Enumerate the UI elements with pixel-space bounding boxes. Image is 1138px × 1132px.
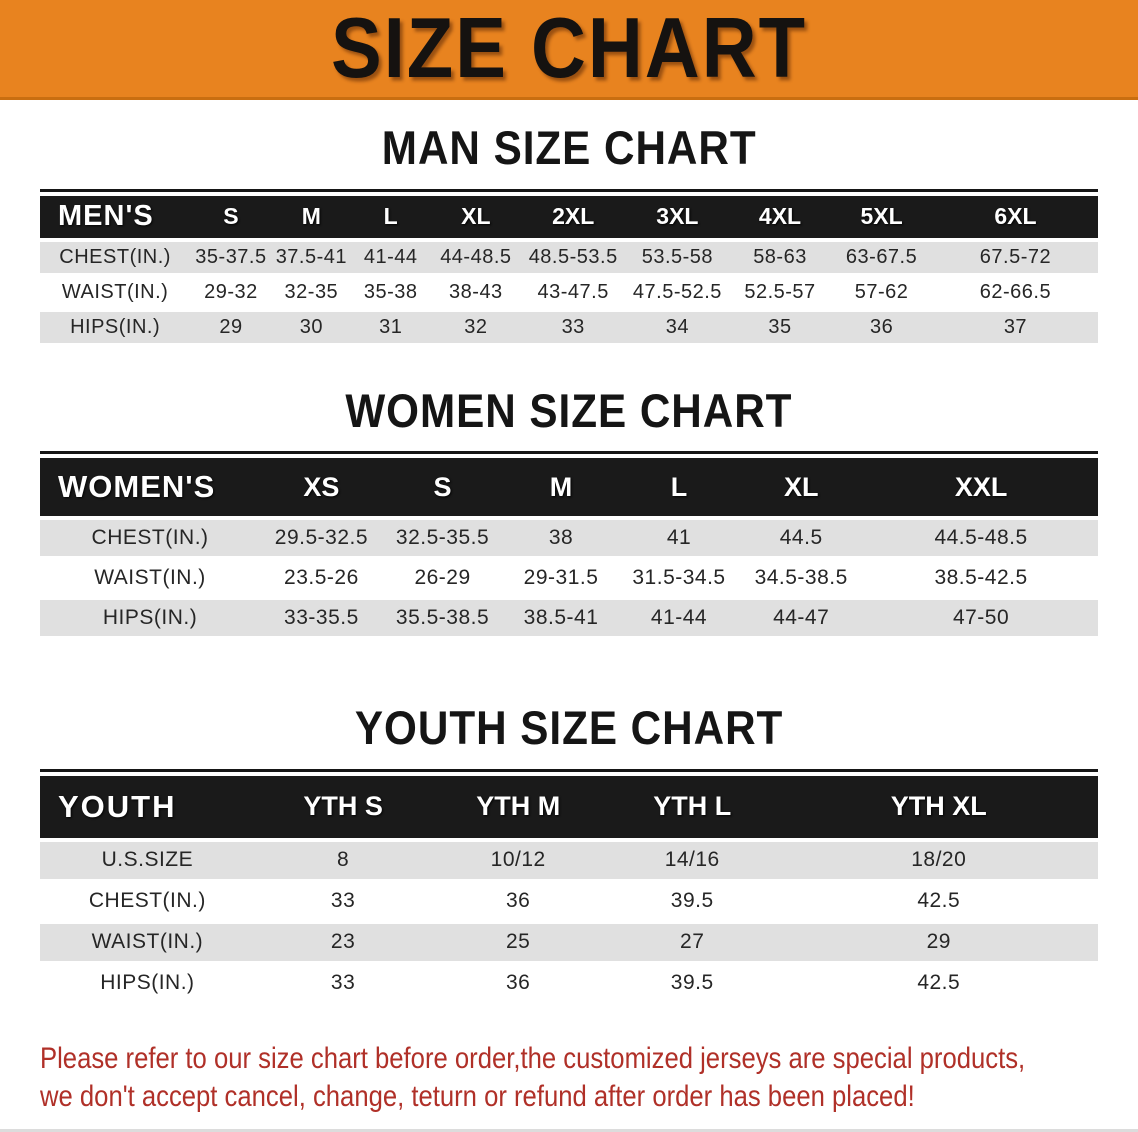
size-value-cell: 38.5-42.5: [864, 560, 1098, 596]
size-value-cell: 62-66.5: [933, 277, 1098, 308]
table-header-row: [40, 776, 1098, 838]
size-value-cell: 31: [351, 312, 430, 343]
size-column-header: YTH XL: [780, 776, 1099, 838]
size-value-cell: 36: [830, 312, 933, 343]
size-column-header: XS: [260, 458, 383, 516]
size-column-header: 6XL: [933, 196, 1098, 238]
size-value-cell: 57-62: [830, 277, 933, 308]
row-label: CHEST(IN.): [40, 242, 190, 273]
note-line-1: Please refer to our size chart before order,the customized jerseys are special products,: [40, 1041, 1026, 1075]
size-value-cell: 43-47.5: [521, 277, 625, 308]
table-title-cell: YOUTH: [40, 776, 255, 838]
measurement-row: [40, 520, 1098, 556]
size-value-cell: 42.5: [780, 965, 1099, 1002]
size-value-cell: 44.5-48.5: [864, 520, 1098, 556]
size-column-header: XL: [430, 196, 521, 238]
row-label: U.S.SIZE: [40, 842, 255, 879]
size-value-cell: 29-31.5: [502, 560, 619, 596]
size-value-cell: 29: [190, 312, 271, 343]
size-column-header: 2XL: [521, 196, 625, 238]
size-value-cell: 26-29: [383, 560, 503, 596]
size-value-cell: 32.5-35.5: [383, 520, 503, 556]
size-value-cell: 63-67.5: [830, 242, 933, 273]
women-section-heading-text: WOMEN SIZE CHART: [345, 384, 793, 438]
size-value-cell: 29-32: [190, 277, 271, 308]
size-value-cell: 53.5-58: [625, 242, 730, 273]
size-value-cell: 8: [255, 842, 432, 879]
size-value-cell: 44.5: [738, 520, 864, 556]
banner: [0, 0, 1138, 100]
size-column-header: L: [351, 196, 430, 238]
youth-section-heading: [0, 704, 1138, 755]
size-column-header: XXL: [864, 458, 1098, 516]
size-value-cell: 23: [255, 924, 432, 961]
women-size-chart-section: [0, 384, 1138, 641]
size-value-cell: 41-44: [620, 600, 738, 636]
size-value-cell: 39.5: [605, 883, 780, 920]
size-value-cell: 33: [255, 883, 432, 920]
row-label: HIPS(IN.): [40, 600, 260, 636]
table-header-row: [40, 458, 1098, 516]
women-size-table: [40, 451, 1098, 640]
men-size-chart-section: [0, 121, 1138, 347]
size-value-cell: 33-35.5: [260, 600, 383, 636]
page-title: SIZE CHART: [331, 0, 807, 97]
size-value-cell: 37: [933, 312, 1098, 343]
size-value-cell: 23.5-26: [260, 560, 383, 596]
size-value-cell: 18/20: [780, 842, 1099, 879]
men-section-heading-text: MAN SIZE CHART: [381, 121, 757, 175]
size-value-cell: 25: [431, 924, 605, 961]
men-size-table: [40, 189, 1098, 347]
size-value-cell: 48.5-53.5: [521, 242, 625, 273]
size-value-cell: 35.5-38.5: [383, 600, 503, 636]
size-column-header: M: [272, 196, 351, 238]
note-line-2: we don't accept cancel, change, teturn or refund after order has been placed!: [40, 1080, 915, 1114]
measurement-row: [40, 312, 1098, 343]
size-value-cell: 37.5-41: [272, 242, 351, 273]
measurement-row: [40, 242, 1098, 273]
table-header-row: [40, 196, 1098, 238]
size-value-cell: 67.5-72: [933, 242, 1098, 273]
size-column-header: L: [620, 458, 738, 516]
size-value-cell: 38: [502, 520, 619, 556]
youth-size-chart-section: [0, 704, 1138, 1006]
size-value-cell: 33: [521, 312, 625, 343]
size-value-cell: 44-48.5: [430, 242, 521, 273]
size-value-cell: 32: [430, 312, 521, 343]
measurement-row: [40, 277, 1098, 308]
order-note: [40, 1040, 1138, 1117]
size-column-header: YTH S: [255, 776, 432, 838]
youth-size-table-grid: [40, 772, 1098, 1006]
women-size-table-grid: [40, 454, 1098, 640]
measurement-row: [40, 600, 1098, 636]
measurement-row: [40, 883, 1098, 920]
size-value-cell: 38-43: [430, 277, 521, 308]
size-column-header: S: [190, 196, 271, 238]
size-value-cell: 14/16: [605, 842, 780, 879]
size-column-header: 3XL: [625, 196, 730, 238]
youth-section-heading-text: YOUTH SIZE CHART: [354, 702, 784, 756]
size-column-header: XL: [738, 458, 864, 516]
row-label: WAIST(IN.): [40, 277, 190, 308]
size-value-cell: 38.5-41: [502, 600, 619, 636]
size-value-cell: 58-63: [730, 242, 831, 273]
size-value-cell: 30: [272, 312, 351, 343]
size-value-cell: 27: [605, 924, 780, 961]
size-value-cell: 41-44: [351, 242, 430, 273]
row-label: WAIST(IN.): [40, 560, 260, 596]
size-column-header: S: [383, 458, 503, 516]
size-value-cell: 35-37.5: [190, 242, 271, 273]
size-value-cell: 34: [625, 312, 730, 343]
size-value-cell: 42.5: [780, 883, 1099, 920]
row-label: CHEST(IN.): [40, 520, 260, 556]
size-value-cell: 47.5-52.5: [625, 277, 730, 308]
men-size-table-grid: [40, 192, 1098, 347]
size-value-cell: 39.5: [605, 965, 780, 1002]
size-column-header: M: [502, 458, 619, 516]
size-value-cell: 29.5-32.5: [260, 520, 383, 556]
measurement-row: [40, 842, 1098, 879]
size-column-header: YTH L: [605, 776, 780, 838]
size-value-cell: 33: [255, 965, 432, 1002]
measurement-row: [40, 965, 1098, 1002]
size-value-cell: 41: [620, 520, 738, 556]
row-label: HIPS(IN.): [40, 965, 255, 1002]
size-value-cell: 36: [431, 965, 605, 1002]
size-value-cell: 31.5-34.5: [620, 560, 738, 596]
size-value-cell: 47-50: [864, 600, 1098, 636]
size-value-cell: 52.5-57: [730, 277, 831, 308]
size-value-cell: 35-38: [351, 277, 430, 308]
size-column-header: 5XL: [830, 196, 933, 238]
size-value-cell: 29: [780, 924, 1099, 961]
women-section-heading: [0, 384, 1138, 438]
size-value-cell: 44-47: [738, 600, 864, 636]
size-column-header: 4XL: [730, 196, 831, 238]
size-value-cell: 35: [730, 312, 831, 343]
measurement-row: [40, 560, 1098, 596]
table-title-cell: WOMEN'S: [40, 458, 260, 516]
table-title-cell: MEN'S: [40, 196, 190, 238]
measurement-row: [40, 924, 1098, 961]
size-value-cell: 34.5-38.5: [738, 560, 864, 596]
youth-size-table: [40, 769, 1098, 1006]
size-value-cell: 36: [431, 883, 605, 920]
size-value-cell: 32-35: [272, 277, 351, 308]
row-label: CHEST(IN.): [40, 883, 255, 920]
size-column-header: YTH M: [431, 776, 605, 838]
row-label: HIPS(IN.): [40, 312, 190, 343]
row-label: WAIST(IN.): [40, 924, 255, 961]
size-value-cell: 10/12: [431, 842, 605, 879]
men-section-heading: [0, 121, 1138, 175]
